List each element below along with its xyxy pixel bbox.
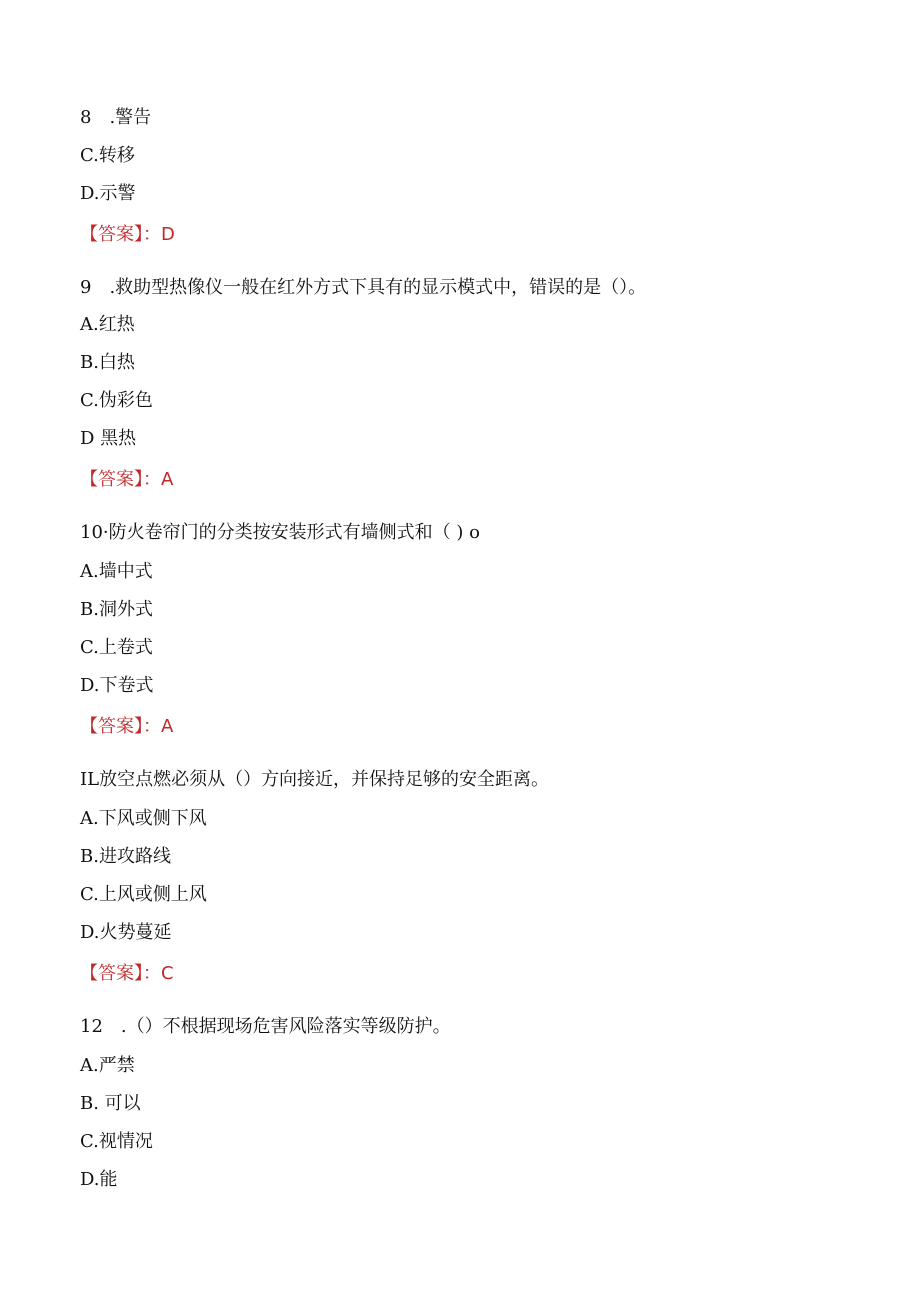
option-c: C.上卷式 (80, 637, 153, 658)
option-d: D.下卷式 (80, 675, 154, 696)
option-b: B.白热 (80, 352, 135, 373)
question-stem: IL放空点燃必须从（）方向接近，并保持足够的安全距离。 (80, 769, 550, 790)
option-a: A.墙中式 (80, 561, 153, 582)
answer-label: 【答案】：C (80, 963, 174, 984)
option-b: 8 .警告 (80, 107, 152, 128)
question-stem: 9 .救助型热像仪一般在红外方式下具有的显示模式中，错误的是（）。 (80, 277, 647, 298)
question-stem: 10·防火卷帘门的分类按安装形式有墙侧式和（ ) o (80, 522, 480, 543)
option-a: A.下风或侧下风 (80, 808, 207, 829)
option-c: C.视情况 (80, 1131, 153, 1152)
answer-label: 【答案】：D (80, 224, 175, 245)
option-d: D.示警 (80, 183, 136, 204)
option-a: A.红热 (80, 314, 135, 335)
option-b: B.进攻路线 (80, 846, 171, 867)
answer-label: 【答案】：A (80, 716, 174, 737)
answer-label: 【答案】：A (80, 469, 174, 490)
option-c: C.伪彩色 (80, 390, 153, 411)
option-a: A.严禁 (80, 1055, 135, 1076)
option-c: C.转移 (80, 145, 135, 166)
option-b: B.洞外式 (80, 599, 153, 620)
option-c: C.上风或侧上风 (80, 884, 207, 905)
option-d: D.能 (80, 1169, 118, 1190)
option-d: D.火势蔓延 (80, 922, 172, 943)
question-stem: 12 .（）不根据现场危害风险落实等级防护。 (80, 1016, 451, 1037)
option-b: B. 可以 (80, 1093, 141, 1114)
option-d: D 黑热 (80, 428, 137, 449)
